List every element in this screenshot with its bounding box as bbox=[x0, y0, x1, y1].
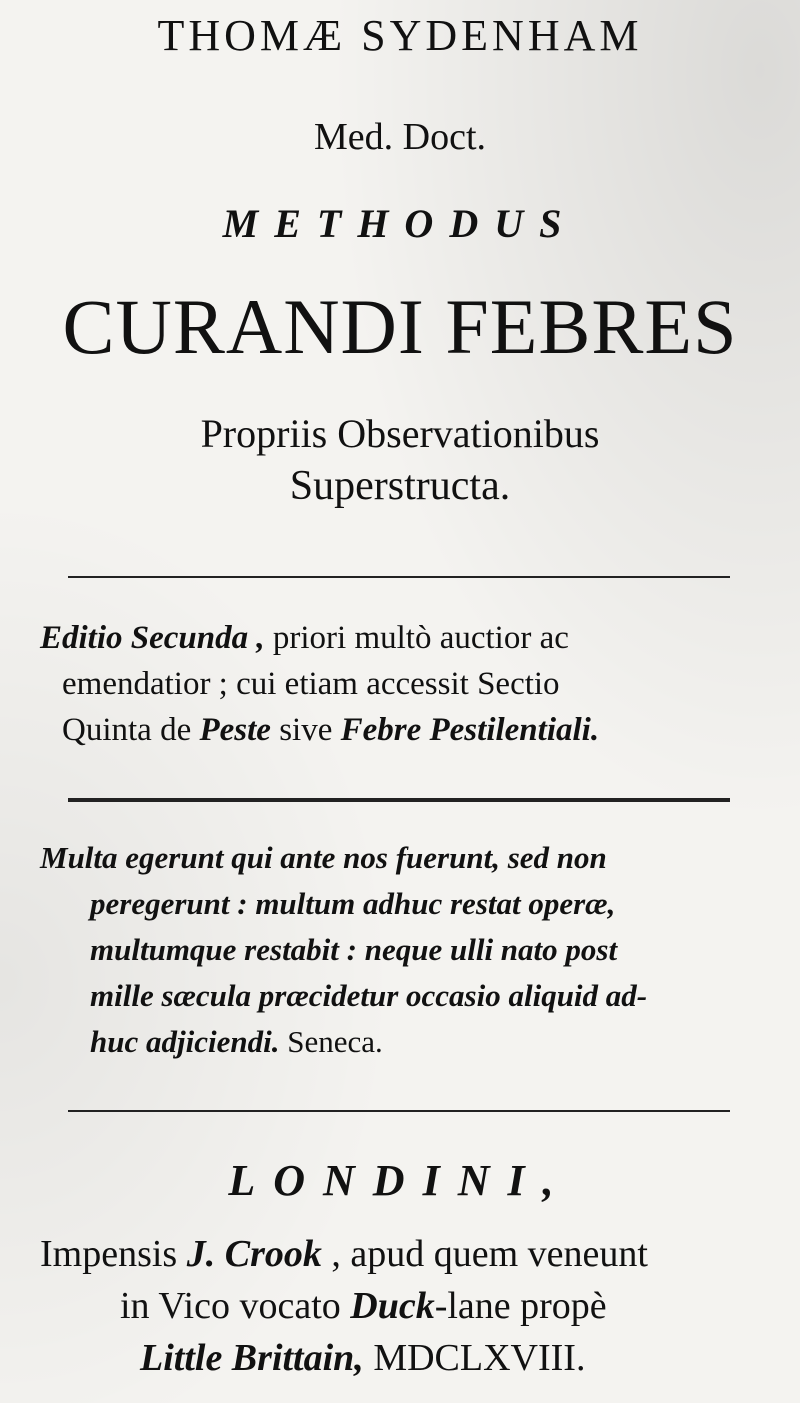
edition-line-3 bbox=[40, 707, 790, 753]
quote-line-3: multumque restabit : neque ulli nato post bbox=[90, 932, 618, 967]
quote-line-1: Multa egerunt qui ante nos fuerunt, sed non bbox=[40, 840, 607, 875]
author-degree: Med. Doct. bbox=[313, 116, 487, 158]
imprint-line-2-a: in Vico vocato bbox=[120, 1285, 351, 1327]
author-name: THOMÆ SYDENHAM bbox=[157, 11, 643, 60]
title-methodus: METHODUS bbox=[222, 201, 578, 246]
quote-line-2: peregerunt : multum adhuc restat operæ, bbox=[90, 886, 616, 921]
publication-year: MDCLXVIII. bbox=[363, 1337, 586, 1379]
imprint-line-2-c: -lane propè bbox=[434, 1285, 607, 1327]
imprint-line-2-b: Duck bbox=[350, 1285, 435, 1327]
edition-line-1 bbox=[40, 615, 790, 661]
imprint bbox=[40, 1228, 790, 1384]
imprint-line-3 bbox=[40, 1332, 790, 1384]
subtitle-line-1: Propriis Observationibus bbox=[200, 411, 600, 456]
edition-line-3-b: Peste bbox=[199, 712, 271, 748]
divider-rule bbox=[68, 576, 730, 578]
divider-rule bbox=[68, 798, 730, 802]
imprint-line-1 bbox=[40, 1228, 790, 1280]
edition-statement bbox=[40, 615, 790, 753]
epigraph-quote bbox=[40, 835, 790, 1065]
place-of-publication: LONDINI, bbox=[228, 1156, 572, 1205]
quote-line-5 bbox=[40, 1019, 790, 1065]
imprint-line-3-a: Little Brittain, bbox=[140, 1337, 364, 1379]
quote-line-4: mille sæcula præcidetur occasio aliquid ad- bbox=[90, 978, 648, 1013]
edition-line-1-text: priori multò auctior ac bbox=[264, 620, 569, 656]
edition-line-3-d: Febre Pestilentiali. bbox=[340, 712, 600, 748]
edition-line-3-c: sive bbox=[270, 712, 341, 748]
publisher-name: J. Crook bbox=[186, 1233, 322, 1275]
quote-attribution: Seneca. bbox=[279, 1024, 383, 1059]
title-curandi-febres: CURANDI FEBRES bbox=[62, 283, 738, 370]
edition-line-3-a: Quinta de bbox=[62, 712, 200, 748]
quote-line-5-text: huc adjiciendi. bbox=[90, 1024, 280, 1059]
edition-line-2: emendatior ; cui etiam accessit Sectio bbox=[62, 666, 560, 702]
imprint-line-1-c: , apud quem veneunt bbox=[321, 1233, 648, 1275]
edition-label: Editio Secunda , bbox=[40, 620, 265, 656]
divider-rule bbox=[68, 1110, 730, 1112]
imprint-line-2 bbox=[40, 1280, 790, 1332]
imprint-line-1-a: Impensis bbox=[40, 1233, 187, 1275]
subtitle-line-2: Superstructa. bbox=[289, 463, 511, 509]
